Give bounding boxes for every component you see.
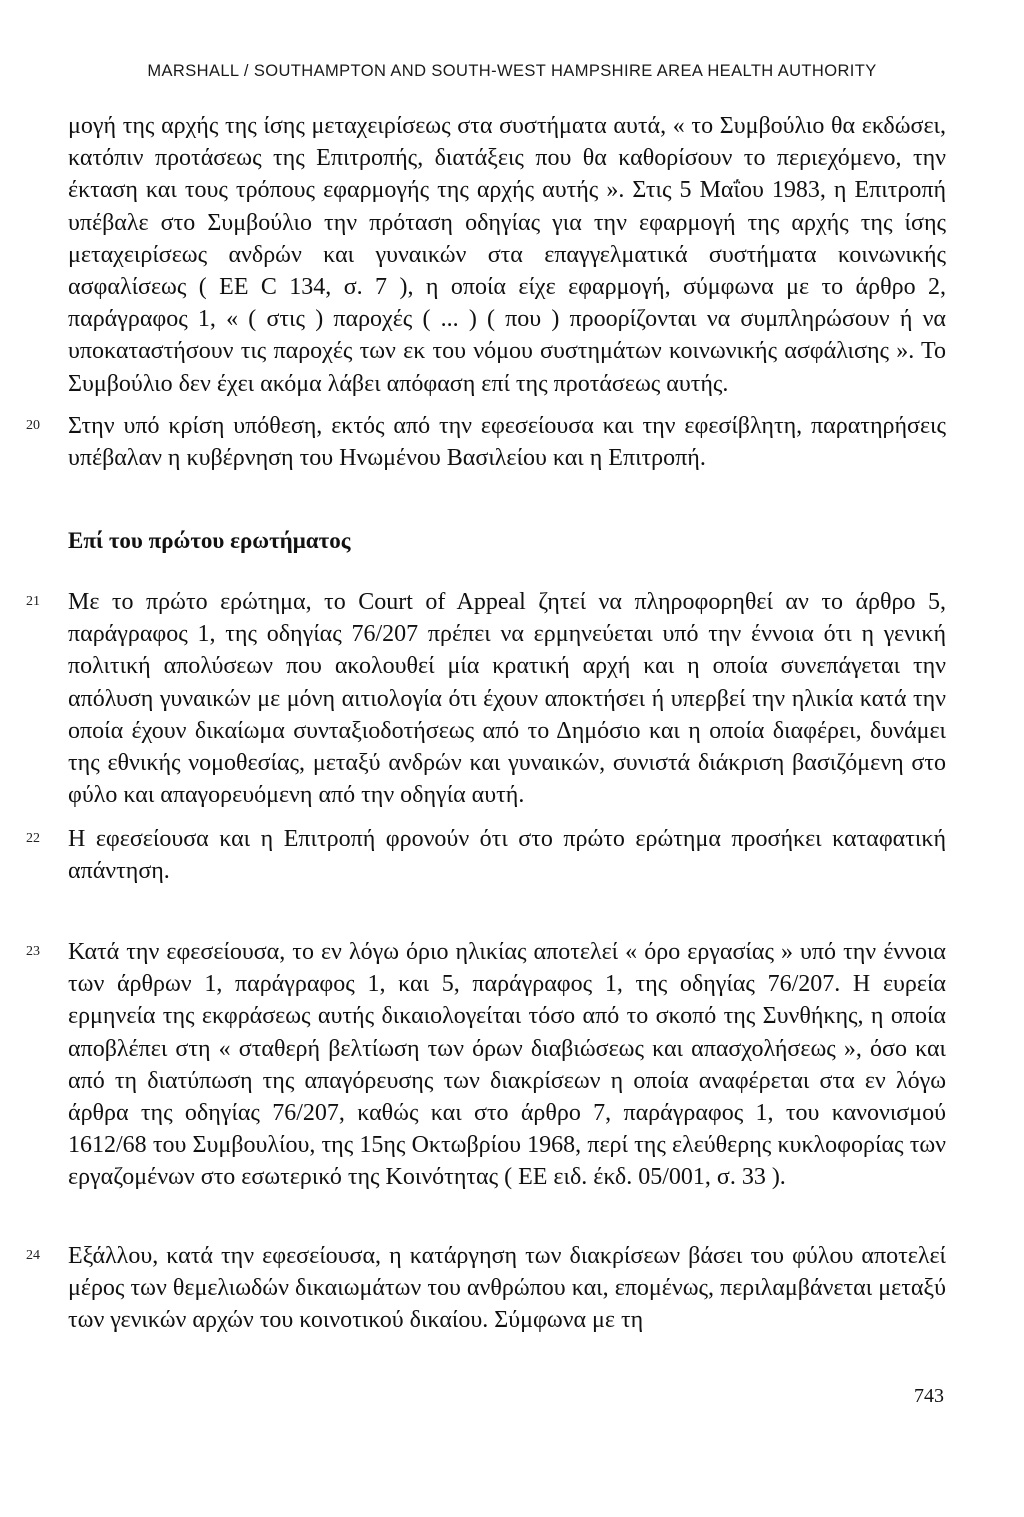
paragraph-21: Με το πρώτο ερώτημα, το Court of Appeal ζητεί να πληροφορηθεί αν το άρθρο 5, παράγραφος 1, της οδηγίας 76/207 πρέπει να ερμηνεύεται υπό την έννοια ότι η γενική πολιτική απολύσεων που ακολουθεί μία κρατική αρχή και η οποία συνεπάγεται την απόλυση γυναικών με μόνη αιτιολογία ότι έχουν αποκτήσει ή υπερβεί την ηλικία κατά την οποία έχουν δικαίωμα συνταξιοδοτήσεως από το Δημόσιο και η οποία διαφέρει, δυνάμει της εθνικής νομοθεσίας, μεταξύ ανδρών και γυναικών, συνιστά διάκριση βασιζόμενη στο φύλο και απαγορευόμενη από την οδηγία αυτή. — [68, 589, 946, 809]
paragraph-20: Στην υπό κρίση υπόθεση, εκτός από την εφεσείουσα και την εφεσίβλητη, παρατηρήσεις υπέβαλαν η κυβέρνηση του Ηνωμένου Βασιλείου και η Επιτροπή. — [68, 413, 946, 472]
continuation-paragraph: μογή της αρχής της ίσης μεταχειρίσεως στα συστήματα αυτά, « το Συμβούλιο θα εκδώσει, κατόπιν προτάσεως της Επιτροπής, διατάξεις που θα καθορίσουν το περιεχόμενο, την έκταση και τους τρόπους εφαρμογής της αρχής αυτής ». Στις 5 Μαΐου 1983, η Επιτροπή υπέβαλε στο Συμβούλιο την πρόταση οδηγίας για την εφαρμογή της αρχής της ίσης μεταχειρίσεως ανδρών και γυναικών στα επαγγελματικά συστήματα κοινωνικής ασφαλίσεως ( ΕΕ C 134, σ. 7 ), η οποία είχε εφαρμογή, σύμφωνα με το άρθρο 2, παράγραφος 1, « ( στις ) παροχές ( ... ) ( που ) προορίζονται να συμπληρώσουν ή να υποκαταστήσουν τις παροχές των εκ του νόμου συστημάτων κοινωνικής ασφάλισης ». Το Συμβούλιο δεν έχει ακόμα λάβει απόφαση επί της προτάσεως αυτής. — [68, 113, 946, 397]
paragraph-22: Η εφεσείουσα και η Επιτροπή φρονούν ότι στο πρώτο ερώτημα προσήκει καταφατική απάντηση. — [68, 826, 946, 885]
paragraph-23: Κατά την εφεσείουσα, το εν λόγω όριο ηλικίας αποτελεί « όρο εργασίας » υπό την έννοια των άρθρων 1, παράγραφος 1, και 5, παράγραφος 1, της οδηγίας 76/207. Η ευρεία ερμηνεία της εκφράσεως αυτής δικαιολογείται τόσο από το σκοπό της Συνθήκης, η οποία αποβλέπει στη « σταθερή βελτίωση των όρων διαβιώσεως και απασχολήσεως », όσο και από τη διατύπωση της απαγόρευσης των διακρίσεων η οποία αναφέρεται στα εν λόγω άρθρα της οδηγίας 76/207, καθώς και στο άρθρο 7, παράγραφος 1, του κανονισμού 1612/68 του Συμβουλίου, της 15ης Οκτωβρίου 1968, περί της ελεύθερης κυκλοφορίας των εργαζομένων στο εσωτερικό της Κοινότητας ( ΕΕ ειδ. έκδ. 05/001, σ. 33 ). — [68, 939, 946, 1191]
paragraph-number-23: 23 — [26, 944, 40, 959]
paragraph-number-24: 24 — [26, 1248, 40, 1263]
page-number: 743 — [914, 1385, 944, 1407]
running-header: MARSHALL / SOUTHAMPTON AND SOUTH-WEST HAMPSHIRE AREA HEALTH AUTHORITY — [147, 62, 877, 80]
paragraph-number-20: 20 — [26, 418, 40, 433]
paragraph-number-22: 22 — [26, 831, 40, 846]
section-heading: Επί του πρώτου ερωτήματος — [68, 528, 351, 553]
paragraph-number-21: 21 — [26, 594, 40, 609]
paragraph-24: Εξάλλου, κατά την εφεσείουσα, η κατάργηση των διακρίσεων βάσει του φύλου αποτελεί μέρος των θεμελιωδών δικαιωμάτων του ανθρώπου και, επομένως, περιλαμβάνεται μεταξύ των γενικών αρχών του κοινοτικού δικαίου. Σύμφωνα με τη — [68, 1243, 946, 1334]
